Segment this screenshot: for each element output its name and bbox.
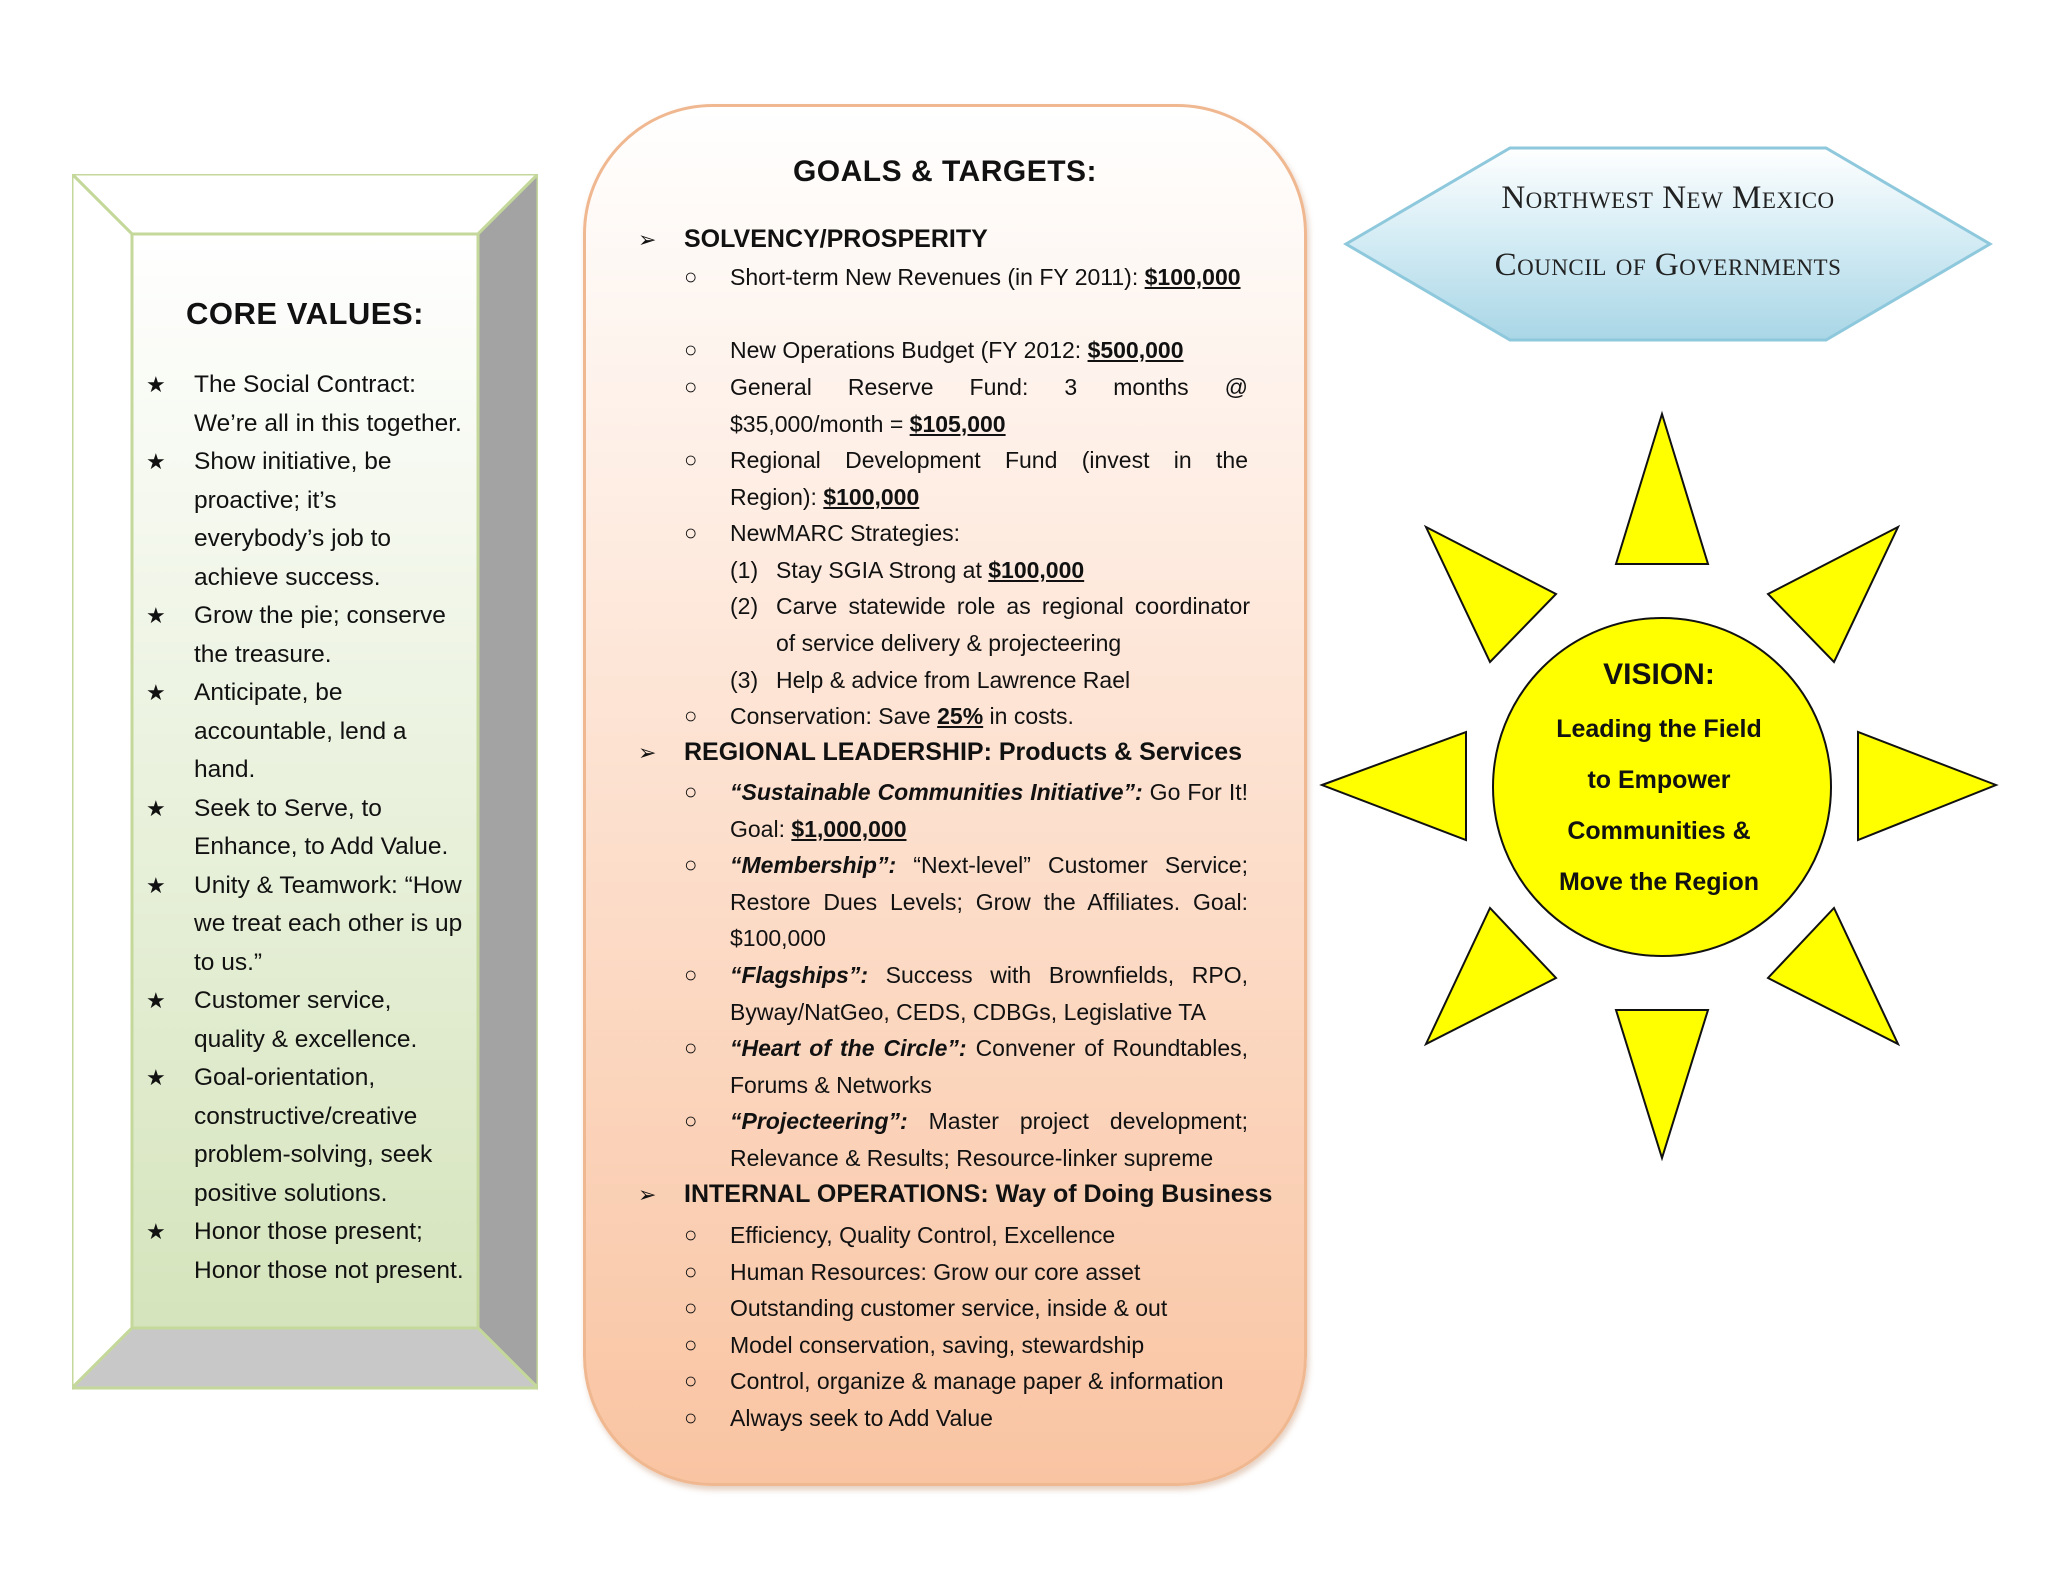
sun-ray — [1768, 527, 1898, 662]
circle-bullet-icon: ○ — [684, 1295, 698, 1320]
core-value-item: ★ The Social Contract: We’re all in this together. — [146, 366, 466, 443]
star-icon: ★ — [146, 795, 166, 821]
core-value-item: ★ Show initiative, be proactive; it’s everybody’s job to achieve success. — [146, 443, 466, 597]
core-value-item: ★ Grow the pie; conserve the treasure. — [146, 597, 466, 674]
star-icon: ★ — [146, 1065, 166, 1090]
circle-bullet-icon: ○ — [684, 1368, 698, 1393]
circle-bullet-icon: ○ — [684, 962, 698, 987]
core-value-item: ★ Seek to Serve, to Enhance, to Add Value. — [146, 790, 466, 867]
vision-sun — [1318, 410, 2000, 1162]
circle-bullet-icon: ○ — [684, 1108, 698, 1133]
vision-line: Move the Region — [1558, 868, 1759, 896]
core-value-item: ★ Goal-orientation, constructive/creative problem-solving, seek positive solutions. — [146, 1059, 466, 1213]
section-heading-operations: ➢ INTERNAL OPERATIONS: Way of Doing Business — [638, 1176, 1272, 1213]
core-values-list — [146, 366, 466, 1290]
hexagon-shape — [1340, 144, 1996, 344]
circle-bullet-icon: ○ — [684, 1258, 698, 1284]
circle-bullet-icon: ○ — [684, 779, 698, 804]
circle-bullet-icon: ○ — [684, 1404, 698, 1430]
sun-ray — [1426, 527, 1556, 662]
circle-bullet-icon: ○ — [684, 447, 698, 472]
core-values-box — [72, 174, 538, 1396]
star-icon: ★ — [146, 372, 166, 397]
core-values-title: CORE VALUES: — [186, 296, 424, 331]
core-value-item: ★ Honor those present; Honor those not present. — [146, 1213, 466, 1290]
arrow-bullet-icon: ➢ — [638, 1182, 657, 1207]
circle-bullet-icon: ○ — [684, 264, 698, 289]
star-icon: ★ — [146, 680, 166, 705]
circle-bullet-icon: ○ — [684, 703, 698, 728]
circle-bullet-icon: ○ — [684, 852, 698, 877]
sun-ray — [1616, 414, 1708, 564]
goals-title: GOALS & TARGETS: — [792, 155, 1098, 188]
circle-bullet-icon: ○ — [684, 337, 698, 362]
sun-ray — [1616, 1010, 1708, 1158]
circle-bullet-icon: ○ — [684, 1331, 698, 1357]
goals-targets-panel: GOALS & TARGETS: ➢ SOLVENCY/PROSPERITY ○ Short-term New Revenues (in FY 2011): $100,000 ○ New Operations Budget (FY 2012: $500,000 ○ General Reserve Fund: 3 months @ $35,000/month = $105,000 ○ Regional Development Fund (invest in the Region): $100,000 ○ NewMARC Strategies: (1) Stay SGIA Strong at $100,000 (2) Carve statewide role as regional coordinator of service delivery & projecteering (3) Help & advice from Lawrence Rael ○ Conservation: Save 25% in costs. ➢ REGIONAL LEADERSHIP: Products & Services ○ “Sustainable Communities Initiative”: Go For It! Goal: $1,000,000 ○ “Membership”: “Next-level” Customer Service; Restore Dues Levels; Grow the Affiliates. Goal: $100,000 ○ “Flagships”: Success with Brownfields, RPO, Byway/NatGeo, CEDS, CDBGs, Legislative TA ○ “Heart of the Circle”: Convener of Roundtables, Forums & Networks ○ “Projecteering”: Master project development; Relevance & Results; Resource-linker supreme ➢ INTERNAL OPERATIONS: Way of Doing Business ○ Efficiency, Quality Control, Excellence ○ Human Resources: Grow our core asset ○ Outstanding customer service, inside & out ○ Model conservation, saving, stewardship ○ Control, organize & manage paper & information ○ Always seek to Add Value — [583, 104, 1307, 1486]
section-heading-solvency: ➢ SOLVENCY/PROSPERITY — [638, 221, 988, 258]
arrow-bullet-icon: ➢ — [638, 740, 657, 765]
sun-ray — [1426, 908, 1556, 1044]
circle-bullet-icon: ○ — [684, 1222, 698, 1247]
circle-bullet-icon: ○ — [684, 520, 698, 545]
star-icon: ★ — [146, 603, 166, 628]
star-icon: ★ — [146, 449, 166, 474]
core-values-face — [132, 234, 478, 1328]
vision-line: to Empower — [1587, 766, 1731, 794]
core-value-item: ★ Anticipate, be accountable, lend a hand. — [146, 674, 466, 790]
vision-title: VISION: — [1603, 658, 1715, 691]
circle-bullet-icon: ○ — [684, 1035, 698, 1060]
core-value-item: ★ Unity & Teamwork: “How we treat each other is up to us.” — [146, 867, 466, 983]
arrow-bullet-icon: ➢ — [638, 227, 657, 252]
sun-ray — [1768, 908, 1898, 1044]
organization-banner — [1340, 144, 1996, 344]
section-heading-leadership: ➢ REGIONAL LEADERSHIP: Products & Services — [638, 734, 1242, 771]
star-icon: ★ — [146, 988, 166, 1013]
org-name-line-2: Council of Governments — [1494, 247, 1842, 283]
star-icon: ★ — [146, 1219, 166, 1244]
vision-line: Communities & — [1567, 817, 1751, 845]
star-icon: ★ — [146, 872, 166, 898]
vision-line: Leading the Field — [1556, 715, 1762, 743]
core-value-item: ★ Customer service, quality & excellence. — [146, 982, 466, 1059]
org-name-line-1: Northwest New Mexico — [1501, 180, 1835, 216]
circle-bullet-icon: ○ — [684, 374, 698, 399]
